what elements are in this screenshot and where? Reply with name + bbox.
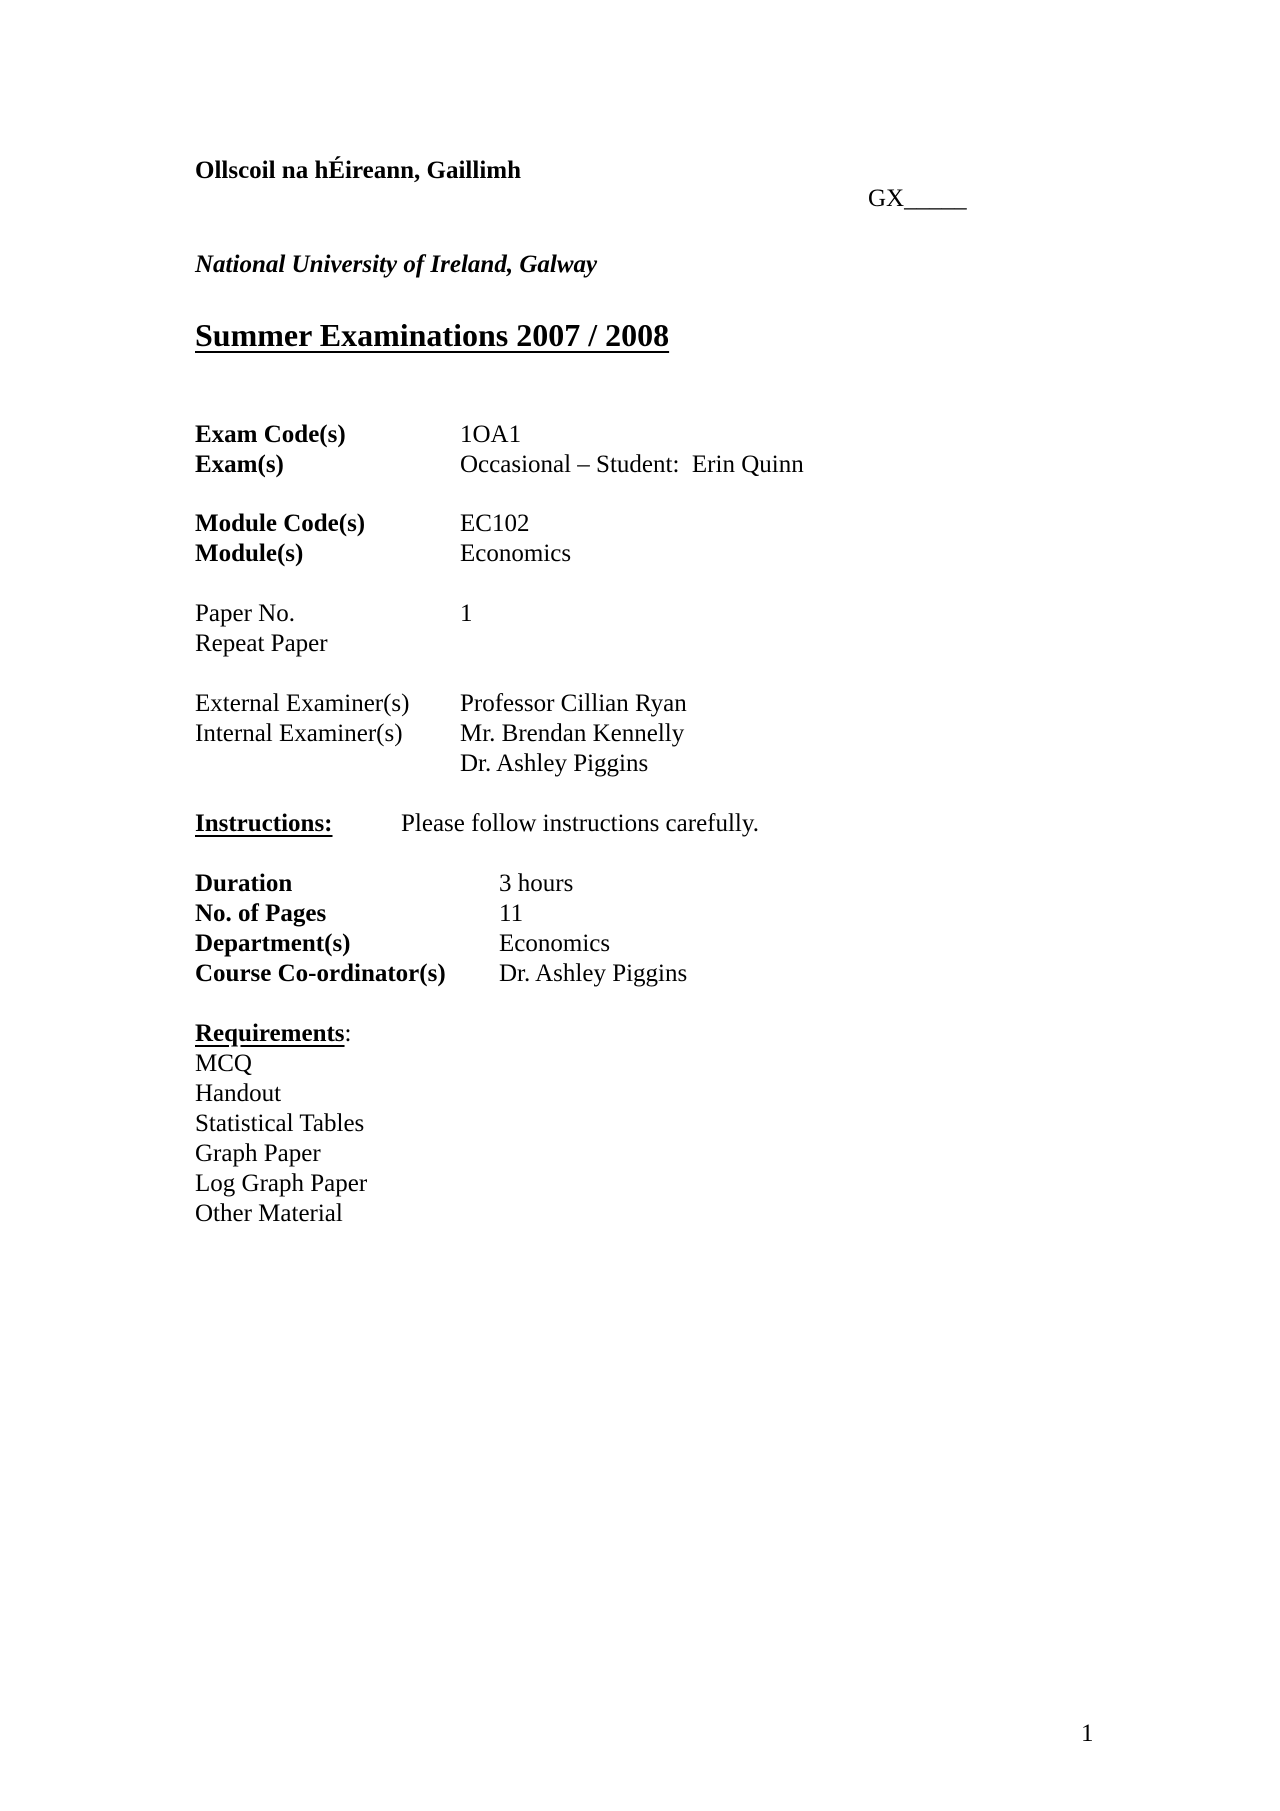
module-label: Module(s) xyxy=(195,540,304,567)
department-value: Economics xyxy=(499,930,611,957)
requirement-item: Other Material xyxy=(195,1200,343,1227)
instructions-value: Please follow instructions carefully. xyxy=(401,810,760,837)
duration-label: Duration xyxy=(195,870,293,897)
instructions-label: Instructions: xyxy=(195,810,333,837)
exam-session-title: Summer Examinations 2007 / 2008 xyxy=(195,317,670,353)
paper-number-label: Paper No. xyxy=(195,600,295,627)
duration-value: 3 hours xyxy=(499,870,574,897)
requirements-heading xyxy=(195,1019,351,1049)
exam-code-label: Exam Code(s) xyxy=(195,421,346,448)
requirement-item: Statistical Tables xyxy=(195,1110,365,1137)
internal-examiner-label: Internal Examiner(s) xyxy=(195,720,403,747)
repeat-paper-label: Repeat Paper xyxy=(195,630,328,657)
page-number: 1 xyxy=(1081,1720,1094,1747)
gx-code: GX_____ xyxy=(868,185,967,212)
irish-university-name: Ollscoil na hÉireann, Gaillimh xyxy=(195,157,521,184)
requirement-item: Graph Paper xyxy=(195,1140,321,1167)
english-university-name: National University of Ireland, Galway xyxy=(195,251,598,278)
module-value: Economics xyxy=(460,540,572,567)
requirement-item: Log Graph Paper xyxy=(195,1170,368,1197)
requirements-label: Requirements xyxy=(195,1020,345,1047)
pages-label: No. of Pages xyxy=(195,900,327,927)
exam-label: Exam(s) xyxy=(195,451,284,478)
requirements-colon: : xyxy=(344,1020,352,1047)
pages-value: 11 xyxy=(499,900,524,927)
requirement-item: Handout xyxy=(195,1080,282,1107)
external-examiner-value: Professor Cillian Ryan xyxy=(460,690,687,717)
internal-examiner-value-1: Mr. Brendan Kennelly xyxy=(460,720,685,747)
coordinator-label: Course Co-ordinator(s) xyxy=(195,960,446,987)
paper-number-value: 1 xyxy=(460,600,473,627)
internal-examiner-value-2: Dr. Ashley Piggins xyxy=(460,750,649,777)
external-examiner-label: External Examiner(s) xyxy=(195,690,410,717)
department-label: Department(s) xyxy=(195,930,351,957)
exam-code-value: 1OA1 xyxy=(460,421,522,448)
module-code-value: EC102 xyxy=(460,510,530,537)
module-code-label: Module Code(s) xyxy=(195,510,366,537)
exam-value: Occasional – Student: Erin Quinn xyxy=(460,451,804,478)
coordinator-value: Dr. Ashley Piggins xyxy=(499,960,688,987)
requirement-item: MCQ xyxy=(195,1050,252,1077)
